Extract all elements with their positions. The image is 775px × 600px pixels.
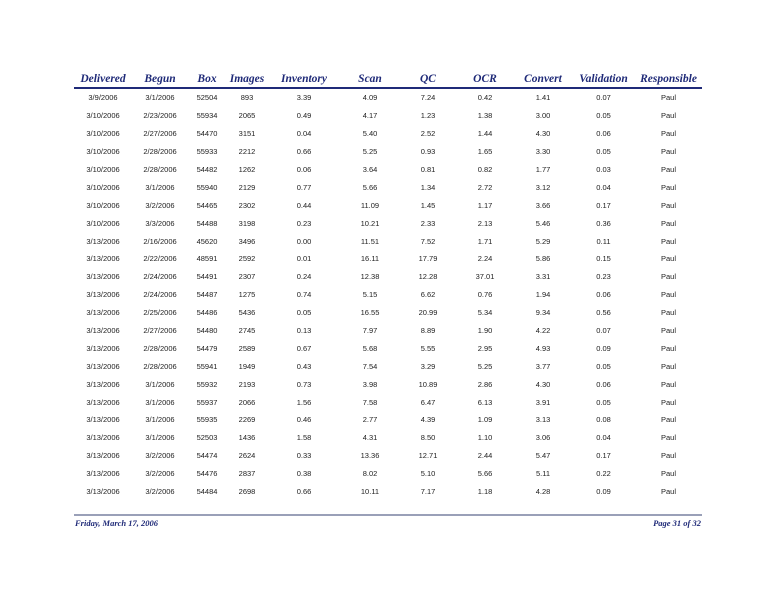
cell-inventory: 0.77 <box>296 182 312 192</box>
cell-validation: 0.36 <box>596 218 611 228</box>
cell-images: 893 <box>240 93 254 103</box>
cell-delivered: 3/10/2006 <box>86 182 120 192</box>
cell-ocr: 1.18 <box>477 487 493 497</box>
cell-validation: 0.17 <box>596 451 611 461</box>
cell-images: 2698 <box>238 487 256 497</box>
cell-images: 2837 <box>238 469 256 479</box>
table-row <box>74 88 702 107</box>
cell-box: 48591 <box>196 254 218 264</box>
cell-inventory: 0.46 <box>296 415 312 425</box>
cell-qc: 0.81 <box>420 165 436 174</box>
cell-begun: 2/28/2006 <box>143 165 177 174</box>
cell-begun: 3/3/2006 <box>145 218 175 228</box>
cell-qc: 12.28 <box>418 272 438 282</box>
cell-images: 2193 <box>238 379 256 389</box>
cell-inventory: 0.33 <box>296 451 312 461</box>
cell-convert: 1.94 <box>535 290 551 300</box>
cell-begun: 3/1/2006 <box>145 379 175 389</box>
cell-ocr: 2.13 <box>477 218 493 228</box>
cell-box: 52504 <box>196 93 218 103</box>
cell-images: 2212 <box>238 147 256 157</box>
cell-inventory: 0.73 <box>296 379 312 389</box>
cell-scan: 5.25 <box>362 147 378 157</box>
cell-box: 54474 <box>196 451 218 461</box>
cell-inventory: 0.00 <box>296 236 312 246</box>
cell-begun: 3/1/2006 <box>145 182 175 192</box>
cell-responsible: Paul <box>660 165 676 174</box>
cell-scan: 11.51 <box>360 236 380 246</box>
cell-convert: 3.13 <box>535 415 551 425</box>
cell-validation: 0.07 <box>596 93 611 103</box>
report-table <box>74 72 702 500</box>
cell-convert: 4.30 <box>535 129 551 139</box>
cell-qc: 8.89 <box>420 326 436 336</box>
cell-delivered: 3/13/2006 <box>86 433 120 443</box>
cell-delivered: 3/10/2006 <box>86 200 120 210</box>
cell-delivered: 3/13/2006 <box>86 326 120 336</box>
cell-scan: 5.66 <box>362 182 378 192</box>
column-header-ocr: OCR <box>473 72 497 85</box>
cell-images: 1436 <box>238 433 256 443</box>
cell-ocr: 0.42 <box>477 93 493 103</box>
column-header-begun: Begun <box>144 72 176 85</box>
table-row <box>74 125 702 143</box>
cell-begun: 3/1/2006 <box>145 433 175 443</box>
cell-inventory: 0.66 <box>296 147 312 157</box>
cell-responsible: Paul <box>660 397 676 407</box>
cell-begun: 3/1/2006 <box>145 93 175 103</box>
cell-convert: 3.91 <box>535 397 551 407</box>
cell-qc: 17.79 <box>418 254 438 264</box>
cell-convert: 4.93 <box>535 343 551 353</box>
cell-scan: 4.17 <box>362 111 378 121</box>
cell-validation: 0.08 <box>596 415 611 425</box>
cell-convert: 3.31 <box>535 272 551 282</box>
cell-inventory: 0.49 <box>296 111 312 121</box>
cell-responsible: Paul <box>660 129 676 139</box>
cell-ocr: 1.71 <box>477 236 493 246</box>
cell-qc: 6.47 <box>420 397 436 407</box>
cell-responsible: Paul <box>660 343 676 353</box>
cell-box: 55932 <box>196 379 218 389</box>
cell-scan: 12.38 <box>360 272 380 282</box>
cell-ocr: 2.72 <box>477 182 493 192</box>
cell-qc: 7.52 <box>420 236 436 246</box>
cell-begun: 2/28/2006 <box>143 343 177 353</box>
cell-convert: 5.29 <box>535 236 551 246</box>
column-header-delivered: Delivered <box>80 72 126 85</box>
table-row <box>74 286 702 304</box>
cell-scan: 5.40 <box>362 129 378 139</box>
cell-validation: 0.05 <box>596 361 611 371</box>
cell-delivered: 3/10/2006 <box>86 111 120 121</box>
cell-begun: 3/1/2006 <box>145 415 175 425</box>
column-header-images: Images <box>229 72 265 85</box>
report-table-container <box>74 72 702 500</box>
cell-convert: 5.46 <box>535 218 551 228</box>
cell-box: 54491 <box>196 272 218 282</box>
cell-inventory: 1.56 <box>296 397 312 407</box>
cell-inventory: 0.06 <box>296 165 312 174</box>
cell-ocr: 1.65 <box>477 147 493 157</box>
cell-delivered: 3/9/2006 <box>88 93 118 103</box>
cell-delivered: 3/13/2006 <box>86 343 120 353</box>
cell-scan: 5.15 <box>362 290 378 300</box>
cell-begun: 2/24/2006 <box>143 272 177 282</box>
cell-box: 54476 <box>196 469 218 479</box>
cell-convert: 4.28 <box>535 487 551 497</box>
cell-images: 3496 <box>238 236 256 246</box>
cell-ocr: 37.01 <box>475 272 495 282</box>
cell-begun: 2/24/2006 <box>143 290 177 300</box>
cell-ocr: 1.09 <box>477 415 493 425</box>
cell-inventory: 0.38 <box>296 469 312 479</box>
cell-responsible: Paul <box>660 487 676 497</box>
cell-validation: 0.06 <box>596 129 611 139</box>
cell-validation: 0.06 <box>596 379 611 389</box>
cell-validation: 0.23 <box>596 272 611 282</box>
cell-begun: 2/27/2006 <box>143 326 177 336</box>
cell-qc: 2.33 <box>420 218 436 228</box>
cell-inventory: 0.24 <box>296 272 312 282</box>
table-row <box>74 250 702 268</box>
column-header-convert: Convert <box>524 72 562 85</box>
cell-responsible: Paul <box>660 182 676 192</box>
cell-box: 54488 <box>196 218 218 228</box>
cell-validation: 0.05 <box>596 147 611 157</box>
cell-images: 2066 <box>238 397 256 407</box>
cell-validation: 0.09 <box>596 343 611 353</box>
cell-delivered: 3/13/2006 <box>86 487 120 497</box>
cell-convert: 3.66 <box>535 200 551 210</box>
footer-date: Friday, March 17, 2006 <box>75 518 159 528</box>
cell-responsible: Paul <box>660 111 676 121</box>
cell-ocr: 0.82 <box>477 165 493 174</box>
cell-validation: 0.11 <box>596 236 611 246</box>
cell-scan: 2.77 <box>362 415 378 425</box>
cell-inventory: 0.67 <box>296 343 312 353</box>
cell-responsible: Paul <box>660 433 676 443</box>
cell-scan: 10.21 <box>360 218 380 228</box>
cell-delivered: 3/13/2006 <box>86 415 120 425</box>
cell-inventory: 0.01 <box>296 254 312 264</box>
cell-inventory: 0.44 <box>296 200 312 210</box>
cell-convert: 3.00 <box>535 111 551 121</box>
cell-images: 2302 <box>238 200 256 210</box>
cell-begun: 2/16/2006 <box>143 236 177 246</box>
cell-ocr: 5.25 <box>477 361 493 371</box>
cell-validation: 0.05 <box>596 397 611 407</box>
cell-ocr: 5.66 <box>477 469 493 479</box>
cell-convert: 3.77 <box>535 361 551 371</box>
cell-ocr: 2.24 <box>477 254 493 264</box>
cell-delivered: 3/13/2006 <box>86 308 120 318</box>
table-row <box>74 322 702 340</box>
cell-responsible: Paul <box>660 290 676 300</box>
cell-scan: 10.11 <box>360 487 380 497</box>
table-header-row <box>74 72 702 88</box>
cell-begun: 2/28/2006 <box>143 147 177 157</box>
cell-box: 54465 <box>196 200 218 210</box>
cell-inventory: 0.74 <box>296 290 312 300</box>
table-row <box>74 196 702 214</box>
column-header-validation: Validation <box>579 72 628 85</box>
cell-delivered: 3/13/2006 <box>86 236 120 246</box>
cell-begun: 2/23/2006 <box>143 111 177 121</box>
cell-validation: 0.07 <box>596 326 611 336</box>
cell-delivered: 3/10/2006 <box>86 147 120 157</box>
cell-responsible: Paul <box>660 200 676 210</box>
cell-validation: 0.06 <box>596 290 611 300</box>
cell-validation: 0.03 <box>596 165 611 174</box>
cell-images: 5436 <box>238 308 256 318</box>
cell-box: 45620 <box>196 236 218 246</box>
cell-inventory: 3.39 <box>296 93 312 103</box>
cell-inventory: 1.58 <box>296 433 312 443</box>
cell-box: 55941 <box>196 361 218 371</box>
table-row <box>74 178 702 196</box>
cell-images: 1262 <box>238 165 256 174</box>
cell-convert: 9.34 <box>535 308 551 318</box>
column-header-qc: QC <box>420 72 436 85</box>
table-row <box>74 143 702 161</box>
cell-qc: 5.10 <box>420 469 436 479</box>
table-body <box>74 88 702 500</box>
cell-begun: 3/2/2006 <box>145 451 175 461</box>
cell-box: 55940 <box>196 182 218 192</box>
table-row <box>74 447 702 465</box>
cell-convert: 5.47 <box>535 451 551 461</box>
table-row <box>74 339 702 357</box>
cell-inventory: 0.66 <box>296 487 312 497</box>
cell-inventory: 0.23 <box>296 218 312 228</box>
table-row <box>74 161 702 179</box>
cell-validation: 0.56 <box>596 308 611 318</box>
table-row <box>74 429 702 447</box>
cell-scan: 16.55 <box>360 308 380 318</box>
cell-images: 2129 <box>238 182 256 192</box>
cell-validation: 0.17 <box>596 200 611 210</box>
cell-responsible: Paul <box>660 272 676 282</box>
cell-delivered: 3/10/2006 <box>86 218 120 228</box>
cell-responsible: Paul <box>660 451 676 461</box>
cell-responsible: Paul <box>660 361 676 371</box>
cell-convert: 4.30 <box>535 379 551 389</box>
cell-delivered: 3/13/2006 <box>86 361 120 371</box>
cell-images: 2589 <box>238 343 256 353</box>
cell-validation: 0.15 <box>596 254 611 264</box>
cell-ocr: 6.13 <box>477 397 493 407</box>
cell-ocr: 1.44 <box>477 129 493 139</box>
table-row <box>74 465 702 483</box>
cell-scan: 7.54 <box>362 361 378 371</box>
cell-convert: 5.11 <box>535 469 551 479</box>
cell-delivered: 3/10/2006 <box>86 129 120 139</box>
cell-validation: 0.09 <box>596 487 611 497</box>
cell-ocr: 2.44 <box>477 451 493 461</box>
cell-ocr: 1.90 <box>477 326 493 336</box>
cell-box: 55934 <box>196 111 218 121</box>
cell-convert: 1.41 <box>535 93 551 103</box>
column-header-responsible: Responsible <box>640 72 697 85</box>
cell-responsible: Paul <box>660 218 676 228</box>
cell-delivered: 3/13/2006 <box>86 469 120 479</box>
cell-box: 55935 <box>196 415 218 425</box>
cell-convert: 3.06 <box>535 433 551 443</box>
cell-images: 2269 <box>238 415 256 425</box>
cell-ocr: 1.17 <box>477 200 493 210</box>
cell-qc: 1.45 <box>420 200 436 210</box>
cell-delivered: 3/13/2006 <box>86 272 120 282</box>
table-row <box>74 375 702 393</box>
cell-scan: 5.68 <box>362 343 378 353</box>
cell-scan: 7.97 <box>362 326 378 336</box>
table-row <box>74 232 702 250</box>
cell-ocr: 2.95 <box>477 343 493 353</box>
cell-scan: 7.58 <box>362 397 378 407</box>
cell-scan: 3.98 <box>362 379 378 389</box>
table-row <box>74 411 702 429</box>
cell-box: 54480 <box>196 326 218 336</box>
cell-ocr: 0.76 <box>477 290 493 300</box>
table-row <box>74 304 702 322</box>
cell-box: 54487 <box>196 290 218 300</box>
cell-begun: 2/28/2006 <box>143 361 177 371</box>
cell-box: 55933 <box>196 147 218 157</box>
table-row <box>74 357 702 375</box>
cell-scan: 3.64 <box>362 165 378 174</box>
cell-qc: 12.71 <box>418 451 438 461</box>
cell-qc: 2.52 <box>420 129 436 139</box>
cell-images: 3151 <box>238 129 256 139</box>
cell-scan: 16.11 <box>360 254 380 264</box>
cell-begun: 2/27/2006 <box>143 129 177 139</box>
cell-box: 54486 <box>196 308 218 318</box>
cell-box: 54470 <box>196 129 218 139</box>
cell-box: 55937 <box>196 397 218 407</box>
cell-images: 1949 <box>238 361 256 371</box>
footer-page-number: Page 31 of 32 <box>653 518 701 528</box>
cell-delivered: 3/13/2006 <box>86 290 120 300</box>
cell-responsible: Paul <box>660 147 676 157</box>
cell-qc: 20.99 <box>418 308 438 318</box>
cell-box: 54484 <box>196 487 218 497</box>
cell-images: 2307 <box>238 272 256 282</box>
table-row <box>74 214 702 232</box>
cell-responsible: Paul <box>660 415 676 425</box>
cell-begun: 3/2/2006 <box>145 469 175 479</box>
cell-scan: 4.31 <box>362 433 378 443</box>
cell-qc: 7.17 <box>420 487 436 497</box>
cell-inventory: 0.13 <box>296 326 312 336</box>
cell-ocr: 5.34 <box>477 308 493 318</box>
cell-responsible: Paul <box>660 308 676 318</box>
cell-convert: 3.30 <box>535 147 551 157</box>
cell-delivered: 3/13/2006 <box>86 397 120 407</box>
cell-begun: 3/2/2006 <box>145 200 175 210</box>
cell-validation: 0.04 <box>596 182 611 192</box>
cell-qc: 1.23 <box>420 111 436 121</box>
cell-images: 1275 <box>238 290 256 300</box>
cell-box: 52503 <box>196 433 218 443</box>
cell-qc: 3.29 <box>420 361 436 371</box>
cell-images: 2065 <box>238 111 256 121</box>
cell-inventory: 0.43 <box>296 361 312 371</box>
cell-qc: 0.93 <box>420 147 436 157</box>
cell-validation: 0.22 <box>596 469 611 479</box>
cell-begun: 3/2/2006 <box>145 487 175 497</box>
footer-divider <box>74 514 702 516</box>
cell-convert: 3.12 <box>535 182 551 192</box>
cell-ocr: 1.38 <box>477 111 493 121</box>
cell-begun: 3/1/2006 <box>145 397 175 407</box>
cell-delivered: 3/13/2006 <box>86 254 120 264</box>
cell-qc: 7.24 <box>420 93 436 103</box>
cell-qc: 6.62 <box>420 290 436 300</box>
table-row <box>74 393 702 411</box>
table-row <box>74 268 702 286</box>
cell-responsible: Paul <box>660 254 676 264</box>
cell-convert: 1.77 <box>535 165 551 174</box>
table-row <box>74 483 702 501</box>
cell-images: 2592 <box>238 254 256 264</box>
cell-qc: 10.89 <box>418 379 438 389</box>
column-header-scan: Scan <box>358 72 382 85</box>
cell-responsible: Paul <box>660 93 676 103</box>
cell-scan: 8.02 <box>362 469 378 479</box>
cell-convert: 4.22 <box>535 326 551 336</box>
cell-delivered: 3/13/2006 <box>86 379 120 389</box>
cell-delivered: 3/10/2006 <box>86 165 120 174</box>
cell-qc: 8.50 <box>420 433 436 443</box>
cell-box: 54482 <box>196 165 218 174</box>
cell-images: 2745 <box>238 326 256 336</box>
cell-convert: 5.86 <box>535 254 551 264</box>
cell-qc: 1.34 <box>420 182 436 192</box>
cell-qc: 4.39 <box>420 415 436 425</box>
cell-inventory: 0.04 <box>296 129 312 139</box>
cell-images: 3198 <box>238 218 256 228</box>
column-header-inventory: Inventory <box>281 72 327 85</box>
cell-ocr: 1.10 <box>477 433 493 443</box>
cell-validation: 0.05 <box>596 111 611 121</box>
cell-scan: 11.09 <box>360 200 380 210</box>
cell-validation: 0.04 <box>596 433 611 443</box>
cell-inventory: 0.05 <box>296 308 312 318</box>
cell-scan: 4.09 <box>362 93 378 103</box>
cell-responsible: Paul <box>660 379 676 389</box>
cell-begun: 2/25/2006 <box>143 308 177 318</box>
cell-begun: 2/22/2006 <box>143 254 177 264</box>
cell-box: 54479 <box>196 343 218 353</box>
cell-responsible: Paul <box>660 469 676 479</box>
cell-responsible: Paul <box>660 326 676 336</box>
cell-qc: 5.55 <box>420 343 436 353</box>
cell-scan: 13.36 <box>360 451 380 461</box>
cell-ocr: 2.86 <box>477 379 493 389</box>
cell-delivered: 3/13/2006 <box>86 451 120 461</box>
cell-images: 2624 <box>238 451 256 461</box>
column-header-box: Box <box>197 72 217 85</box>
cell-responsible: Paul <box>660 236 676 246</box>
table-row <box>74 107 702 125</box>
